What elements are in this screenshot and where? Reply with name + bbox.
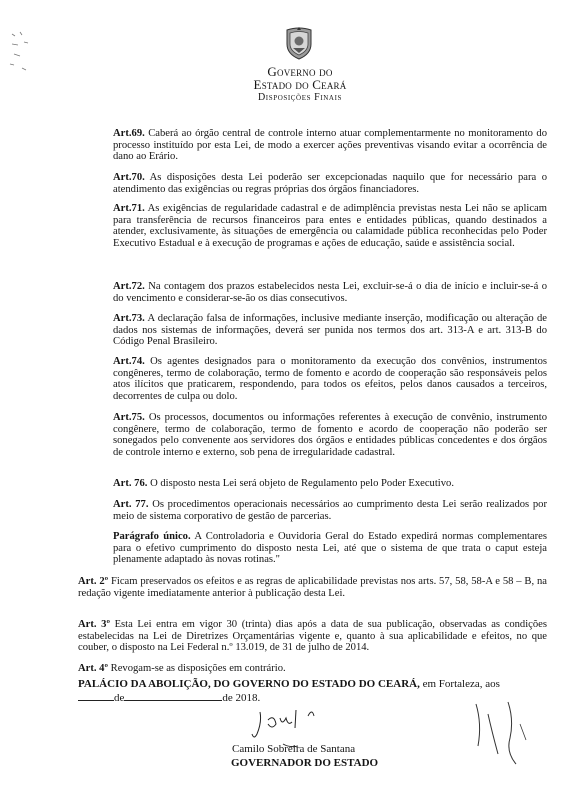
article-number: Art. 76. xyxy=(113,478,148,489)
signatory-title: GOVERNADOR DO ESTADO xyxy=(231,757,379,769)
coat-of-arms-emblem xyxy=(284,26,314,60)
palace-name: PALÁCIO DA ABOLIÇÃO, DO GOVERNO DO ESTADO DO CEARÁ, xyxy=(78,678,420,690)
article-text: Revogam-se as disposições em contrário. xyxy=(107,663,286,674)
article-71 xyxy=(113,203,547,249)
paragraph-label: Parágrafo único. xyxy=(113,531,191,542)
header-line-1: Governo do xyxy=(267,64,333,79)
margin-initials-mark xyxy=(468,694,538,774)
closing-place: em Fortaleza, aos xyxy=(419,678,500,690)
article-70 xyxy=(113,172,547,195)
article-number: Art.72. xyxy=(113,281,145,292)
article-69 xyxy=(113,128,547,163)
article-number: Art. 77. xyxy=(113,499,149,510)
article-text: Esta Lei entra em vigor 30 (trinta) dias após a data de sua publicação, observadas as condições estabelecidas na Lei de Diretrizes Orçamentárias vigente e, quanto à sua aplicabilidade e efeitos, no que couber, o disposto na Lei Federal n.º 13.019, de 31 de julho de 2014. xyxy=(78,619,547,654)
article-number: Art. 2º xyxy=(78,576,109,587)
article-number: Art.71. xyxy=(113,203,145,214)
article-text: As disposições desta Lei poderão ser excepcionadas naquilo que for necessário para o atendimento das exigências ou regras próprias dos órgãos financiadores. xyxy=(113,172,547,195)
article-text: A declaração falsa de informações, inclusive mediante inserção, modificação ou alteração de dados nos sistemas de informações, deverá ser punida nos termos dos art. 313-A e art. 313-B do Código Penal Brasileiro. xyxy=(113,313,547,348)
article-number: Art.73. xyxy=(113,313,145,324)
article-number: Art. 3º xyxy=(78,619,110,630)
article-number: Art. 4º xyxy=(78,663,108,674)
article-3 xyxy=(78,619,547,654)
article-number: Art.75. xyxy=(113,412,145,423)
article-text: Os agentes designados para o monitoramento da execução dos convênios, instrumentos congêneres, termo de colaboração, termo de fomento e acordo de cooperação são responsáveis pelos atos ilícitos que praticarem, respondendo, para todos os efeitos, pelos danos causados a terceiros, decorrentes de culpa ou dolo. xyxy=(113,356,547,402)
article-text: Na contagem dos prazos estabelecidos nesta Lei, excluir-se-á o dia de início e incluir-se-á o do vencimento e considerar-se-ão os dias consecutivos. xyxy=(113,281,547,304)
article-text: Caberá ao órgão central de controle interno atuar complementarmente no monitoramento do processo instituído por esta Lei, de modo a exercer ações preventivas visando evitar a ocorrência de dano ao Erário. xyxy=(113,128,547,163)
article-73 xyxy=(113,313,547,348)
article-4 xyxy=(78,663,547,675)
article-74 xyxy=(113,356,547,402)
signatory-name: Camilo Sobreira de Santana xyxy=(232,743,356,755)
article-text: As exigências de regularidade cadastral e de adimplência previstas nesta Lei não se aplicam para transferência de recursos financeiros para entes e entidades públicas, quando destinados a atender, exclusivamente, às situações de emergência ou calamidade pública reconhecidas pelo Poder Executivo Estadual e à execução de programas e ações de educação, saúde e assistência social. xyxy=(113,203,547,249)
month-blank xyxy=(124,691,222,701)
article-72 xyxy=(113,281,547,304)
article-text: Ficam preservados os efeitos e as regras de aplicabilidade previstas nos arts. 57, 58, 58-A e 58 – B, na redação vigente imediatamente anterior à publicação desta Lei. xyxy=(78,576,547,599)
sole-paragraph xyxy=(113,531,547,566)
article-75 xyxy=(113,412,547,458)
article-76 xyxy=(113,478,547,490)
article-number: Art.74. xyxy=(113,356,145,367)
paragraph-text: A Controladoria e Ouvidoria Geral do Estado expedirá normas complementares para o efetivo cumprimento do disposto nesta Lei, até que o sistema de que trata o caput esteja plenamente adaptado às novas rotinas." xyxy=(113,531,547,566)
article-77 xyxy=(113,499,547,522)
article-number: Art.69. xyxy=(113,128,145,139)
article-number: Art.70. xyxy=(113,172,145,183)
closing-de-2: de 2018. xyxy=(222,692,261,704)
article-text: O disposto nesta Lei será objeto de Regulamento pelo Poder Executivo. xyxy=(147,478,454,489)
article-text: Os procedimentos operacionais necessários ao cumprimento desta Lei serão realizados por meio de sistema corporativo de gestão de parcerias. xyxy=(113,499,547,522)
header-section-title: Disposições Finais xyxy=(257,92,343,103)
header-line-2: Estado do Ceará xyxy=(253,77,347,92)
closing-de-1: de xyxy=(114,692,125,704)
article-text: Os processos, documentos ou informações referentes à execução de convênio, instrumento congênere, termo de colaboração, termo de fomento e acordo de cooperação não poderão ser sonegados pelo convenente aos servidores dos órgãos e entidades públicas concedentes e dos órgãos de controle interno e externo, sob pena de irregularidade cadastral. xyxy=(113,412,547,458)
day-blank xyxy=(78,691,114,701)
margin-stamp-mark xyxy=(6,28,40,76)
article-2 xyxy=(78,576,547,599)
